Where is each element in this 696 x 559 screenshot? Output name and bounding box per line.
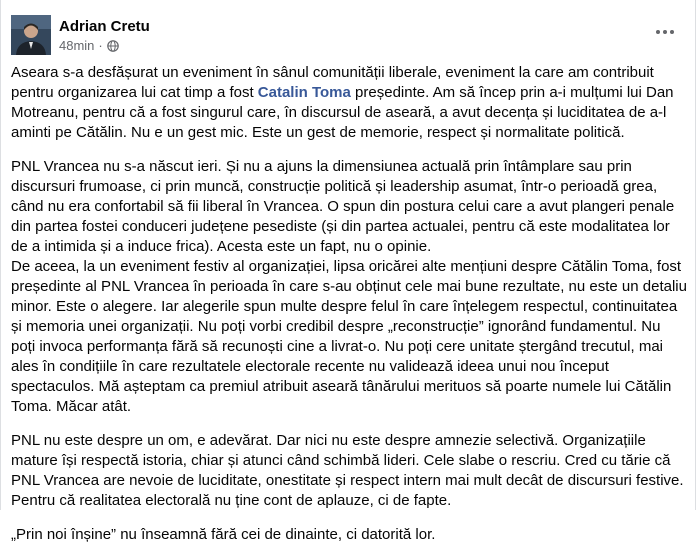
post-header xyxy=(11,15,150,55)
post-paragraph-3: De aceea, la un eveniment festiv al organizației, lipsa oricărei alte mențiuni despre Cătălin Toma, fost președinte al PNL Vrancea în perioada în care s-au obținut cele mai bune rezultate, nu este un detaliu minor. Este o alegere. Iar alegerile spun multe despre felul în care înțelegem respectul, continuitatea și memoria unei organizații. Nu poți vorbi credibil despre „reconstrucție” ignorând fundamentul. Nu poți invoca performanța fără să recunoști cine a livrat-o. Nu poți cere unitate ștergând trecutul, mai ales în condițiile în care rezultatele electorale recente nu validează ideea unui nou început spectaculos. Mă așteptam ca premiul atribuit aseară tânărului merituos să poarte numele lui Cătălin Toma. Măcar atât. xyxy=(11,258,687,415)
globe-icon xyxy=(107,39,119,51)
avatar-photo-icon xyxy=(11,15,51,55)
more-options-icon[interactable] xyxy=(651,22,679,42)
post-paragraph-4: PNL nu este despre un om, e adevărat. Dar nici nu este despre amnezie selectivă. Organizațiile mature își respectă istoria, chiar și atunci când schimbă lideri. Cele slabe o rescriu. Cred cu tărie că PNL Vrancea are nevoie de luciditate, onestitate și respect intern mai mult decât de discursuri festive. Pentru că realitatea electorală nu ține cont de aplauze, ci de fapte. xyxy=(11,432,684,509)
meta-separator: · xyxy=(98,37,103,53)
post-paragraph-5: „Prin noi înșine” nu înseamnă fără cei de dinainte, ci datorită lor. xyxy=(11,526,436,543)
post-meta xyxy=(59,17,150,54)
avatar[interactable] xyxy=(11,15,51,55)
post-paragraph-1 xyxy=(11,63,687,143)
post-timestamp[interactable]: 48min xyxy=(59,37,95,53)
post-body xyxy=(11,63,687,559)
author-name[interactable]: Adrian Cretu xyxy=(59,17,150,35)
mention-link[interactable]: Catalin Toma xyxy=(257,84,351,101)
paragraph-text: președinte. Am să încep prin a-i mulțumi lui Dan Motreanu, pentru că a fost singurul care, în discursul de aseară, a avut decența și luciditatea de a-l aminti pe Cătălin. Nu e un gest mic. Este un gest de memorie, respect și normalitate politică. xyxy=(11,84,674,141)
post-subline xyxy=(59,37,150,54)
post-paragraph-2: PNL Vrancea nu s-a născut ieri. Și nu a ajuns la dimensiunea actuală prin întâmplare sau prin discursuri frumoase, ci prin muncă, construcție politică și leadership asumat, într-o perioadă grea, când nu era confortabil să fii liberal în Vrancea. O spun din postura celui care a avut plangeri penale din partea fostei conduceri județene pesediste (și din partea actualei, pentru că este modalitatea lor de a intimida și a induce frica). Acesta este un fapt, nu o opinie. xyxy=(11,158,675,255)
paragraph-text: Aseara s-a desfășurat un eveniment în sânul comunității liberale, eveniment la care am contribuit pentru organizarea lui cat timp a fost xyxy=(11,64,654,101)
